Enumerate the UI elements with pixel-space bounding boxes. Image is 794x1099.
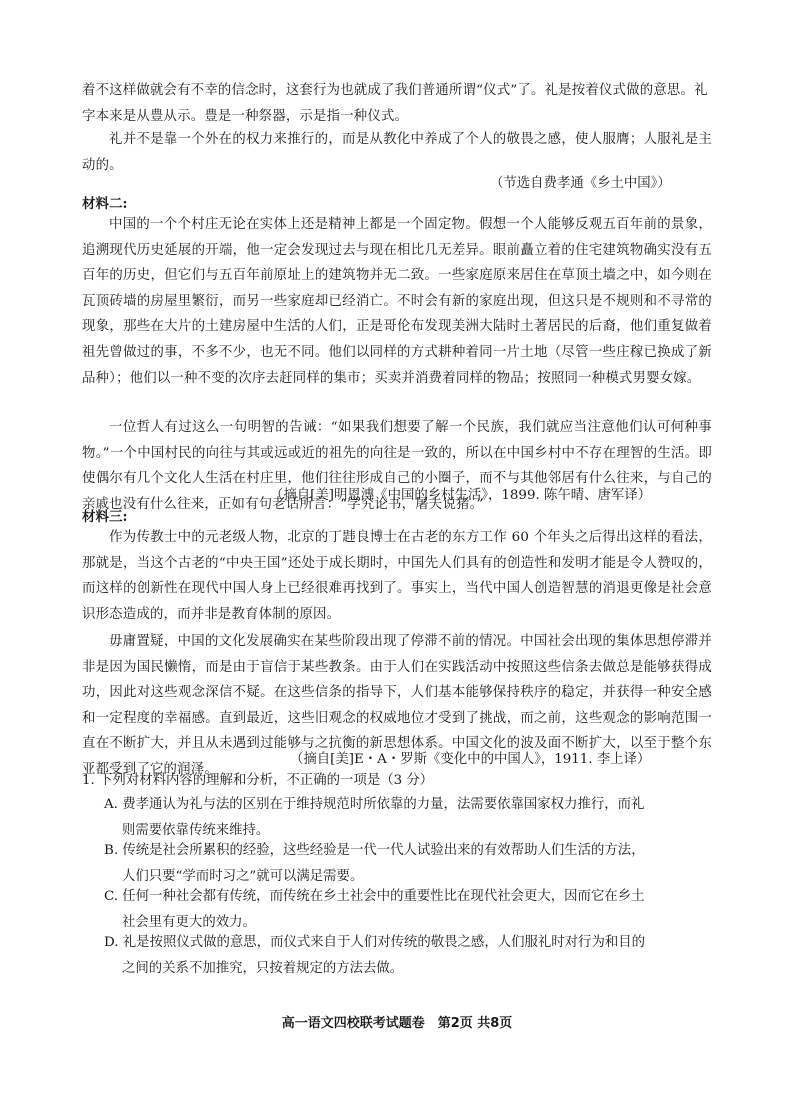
question-1-stem: 1. 下列对材料内容的理解和分析，不正确的一项是（3 分） xyxy=(82,773,434,788)
option-a xyxy=(104,792,720,844)
option-a-text-line2: 则需要依靠传统来维持。 xyxy=(122,823,270,838)
option-a-text-line1: 费孝通认为礼与法的区别在于维持规范时所依靠的力量，法需要依靠国家权力推行，而礼 xyxy=(122,797,645,812)
option-c-text-line1: 任何一种社会都有传统，而传统在乡土社会中的重要性比在现代社会更大，因而它在乡土 xyxy=(122,889,645,904)
option-b-text-line1: 传统是社会所累积的经验，这些经验是一代一代人试验出来的有效帮助人们生活的方法， xyxy=(122,843,645,858)
page-footer: 高一语文四校联考试题卷 第2页 共8页 xyxy=(281,1016,513,1031)
option-c-label: C. xyxy=(104,889,123,904)
option-d-text-line2: 之间的关系不加推究，只按着规定的方法去做。 xyxy=(122,961,404,976)
material2-paragraph-2: 一位哲人有过这么一句明智的告诫：“如果我们想要了解一个民族，我们就应当注意他们认可何种事物。”一个中国村民的向往与其或远或近的祖先的向往是一致的，所以在中国乡村中不存在理智的生活。即使偶尔有几个文化人生活在村庄里，他们往往形成自己的小圈子，而不与其他邻居有什么往来，与自己的亲戚也没有什么往来，正如有句老话所言：“学究论书，屠夫说猪。” xyxy=(82,420,712,512)
option-a-label: A. xyxy=(104,797,123,812)
material3-heading: 材料三: xyxy=(82,509,128,525)
material1-paragraph-1: 着不这样做就会有不幸的信念时，这套行为也就成了我们普通所谓“仪式”了。礼是按着仪式做的意思。礼字本来是从豊从示。豊是一种祭器，示是指一种仪式。 xyxy=(82,83,708,124)
material1-paragraph-2: 礼并不是靠一个外在的权力来推行的，而是从教化中养成了个人的敬畏之感，使人服膺；人服礼是主动的。 xyxy=(82,132,712,173)
option-c xyxy=(104,884,720,936)
option-b-text-line2: 人们只要“学而时习之”就可以满足需要。 xyxy=(122,869,364,884)
option-d xyxy=(104,930,720,982)
material1-source: （节选自费孝通《乡土中国》） xyxy=(490,176,671,191)
option-d-label: D. xyxy=(104,935,123,950)
option-c-text-line2: 社会里有更大的效力。 xyxy=(122,915,256,930)
material2-source: （摘自[美]明恩溥《中国的乡村生活》，1899. 陈午晴、唐军译） xyxy=(270,488,652,503)
material3-paragraph-1: 作为传教士中的元老级人物，北京的丁韪良博士在古老的东方工作 60 个年头之后得出这样的看法，那就是，当这个古老的“中央王国”还处于成长期时，中国先人们具有的创造性和发明才能是令人赞叹的，而这样的创新性在现代中国人身上已经很难再找到了。事实上，当代中国人创造智慧的消退更像是社会意识形态造成的，而并非是教育体制的原因。 xyxy=(82,530,712,622)
material2-heading: 材料二: xyxy=(82,196,128,212)
material3-paragraph-2: 毋庸置疑，中国的文化发展确实在某些阶段出现了停滞不前的情况。中国社会出现的集体思想停滞并非是因为国民懒惰，而是由于盲信于某些教条。由于人们在实践活动中按照这些信条去做总是能够获得成功，因此对这些观念深信不疑。在这些信条的指导下，人们基本能够保持秩序的稳定，并获得一种安全感和一定程度的幸福感。直到最近，这些旧观念的权威地位才受到了挑战，而之前，这些观念的影响范围一直在不断扩大，并且从未遇到过能够与之抗衡的新思想体系。中国文化的波及面不断扩大，以至于整个东亚都受到了它的润泽。 xyxy=(82,634,712,777)
option-b xyxy=(104,838,720,890)
option-b-label: B. xyxy=(104,843,123,858)
material2-paragraph-1: 中国的一个个村庄无论在实体上还是精神上都是一个固定物。假想一个人能够反观五百年前的景象，追溯现代历史延展的开端，他一定会发现过去与现在相比几无差异。眼前矗立着的住宅建筑物确实没有五百年的历史，但它们与五百年前原址上的建筑物并无二致。一些家庭原来居住在草顶土墙之中，如今则在瓦顶砖墙的房屋里繁衍，而另一些家庭却已经消亡。不时会有新的家庭出现，但这只是不规则和不寻常的现象，那些在大片的土建房屋中生活的人们，正是哥伦布发现美洲大陆时土著居民的后裔，他们重复做着祖先曾做过的事，不多不少，也无不同。他们以同样的方式耕种着同一片土地（尽管一些庄稼已换成了新品种）；他们以一种不变的次序去赶同样的集市；买卖并消费着同样的物品；按照同一种模式男婴女嫁。 xyxy=(82,217,712,386)
material3-source: （摘自[美]E・A・罗斯《变化中的中国人》，1911. 李上译） xyxy=(290,752,651,767)
option-d-text-line1: 礼是按照仪式做的意思，而仪式来自于人们对传统的敬畏之感，人们服礼时对行为和目的 xyxy=(122,935,646,950)
